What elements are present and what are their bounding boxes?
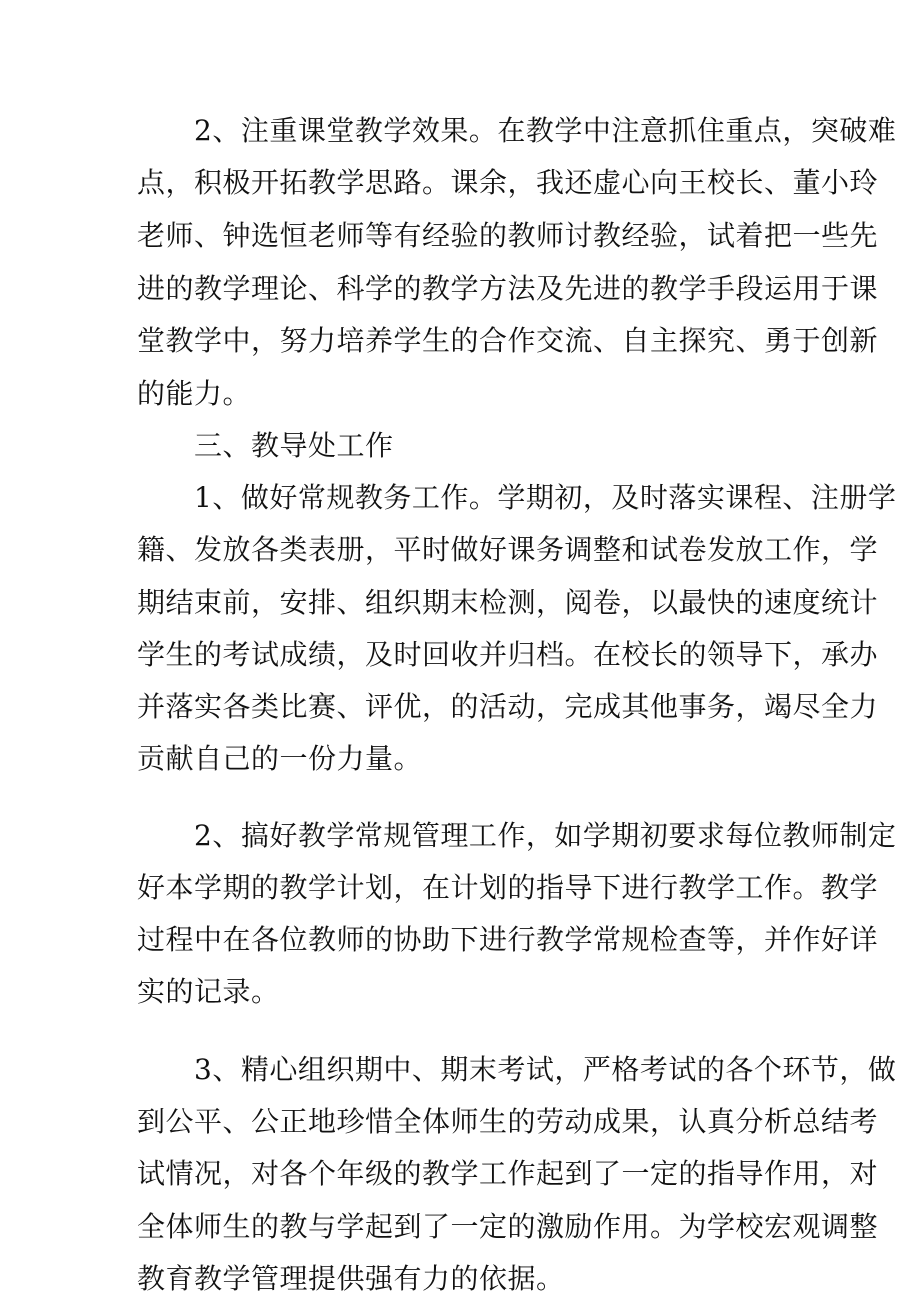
section-heading: 三、教导处工作: [137, 429, 394, 462]
paragraph-line: 实的记录。: [137, 975, 280, 1008]
paragraph-line: 全体师生的教与学起到了一定的激励作用。为学校宏观调整: [137, 1210, 879, 1243]
paragraph-line: 教育教学管理提供强有力的依据。: [137, 1262, 565, 1295]
paragraph-line: 试情况，对各个年级的教学工作起到了一定的指导作用，对: [137, 1157, 879, 1190]
paragraph-line: 点，积极开拓教学思路。课余，我还虚心向王校长、董小玲: [137, 166, 879, 199]
paragraph-line: 1、做好常规教务工作。学期初，及时落实课程、注册学: [137, 481, 897, 514]
paragraph-line: 的能力。: [137, 377, 252, 410]
paragraph-line: 期结束前，安排、组织期末检测，阅卷，以最快的速度统计: [137, 586, 879, 619]
paragraph-line: 2、搞好教学常规管理工作，如学期初要求每位教师制定: [137, 819, 897, 852]
paragraph-line: 并落实各类比赛、评优，的活动，完成其他事务，竭尽全力: [137, 690, 879, 723]
paragraph-line: 好本学期的教学计划，在计划的指导下进行教学工作。教学: [137, 871, 879, 904]
paragraph-line: 贡献自己的一份力量。: [137, 742, 423, 775]
paragraph-line: 过程中在各位教师的协助下进行教学常规检查等，并作好详: [137, 923, 879, 956]
paragraph-line: 堂教学中，努力培养学生的合作交流、自主探究、勇于创新: [137, 324, 879, 357]
paragraph-line: 2、注重课堂教学效果。在教学中注意抓住重点，突破难: [137, 114, 897, 147]
paragraph-line: 老师、钟选恒老师等有经验的教师讨教经验，试着把一些先: [137, 219, 879, 252]
paragraph-line: 到公平、公正地珍惜全体师生的劳动成果，认真分析总结考: [137, 1105, 879, 1138]
paragraph-line: 学生的考试成绩，及时回收并归档。在校长的领导下，承办: [137, 638, 879, 671]
paragraph-line: 3、精心组织期中、期末考试，严格考试的各个环节，做: [137, 1053, 897, 1086]
paragraph-line: 籍、发放各类表册，平时做好课务调整和试卷发放工作，学: [137, 533, 879, 566]
paragraph-line: 进的教学理论、科学的教学方法及先进的教学手段运用于课: [137, 272, 879, 305]
